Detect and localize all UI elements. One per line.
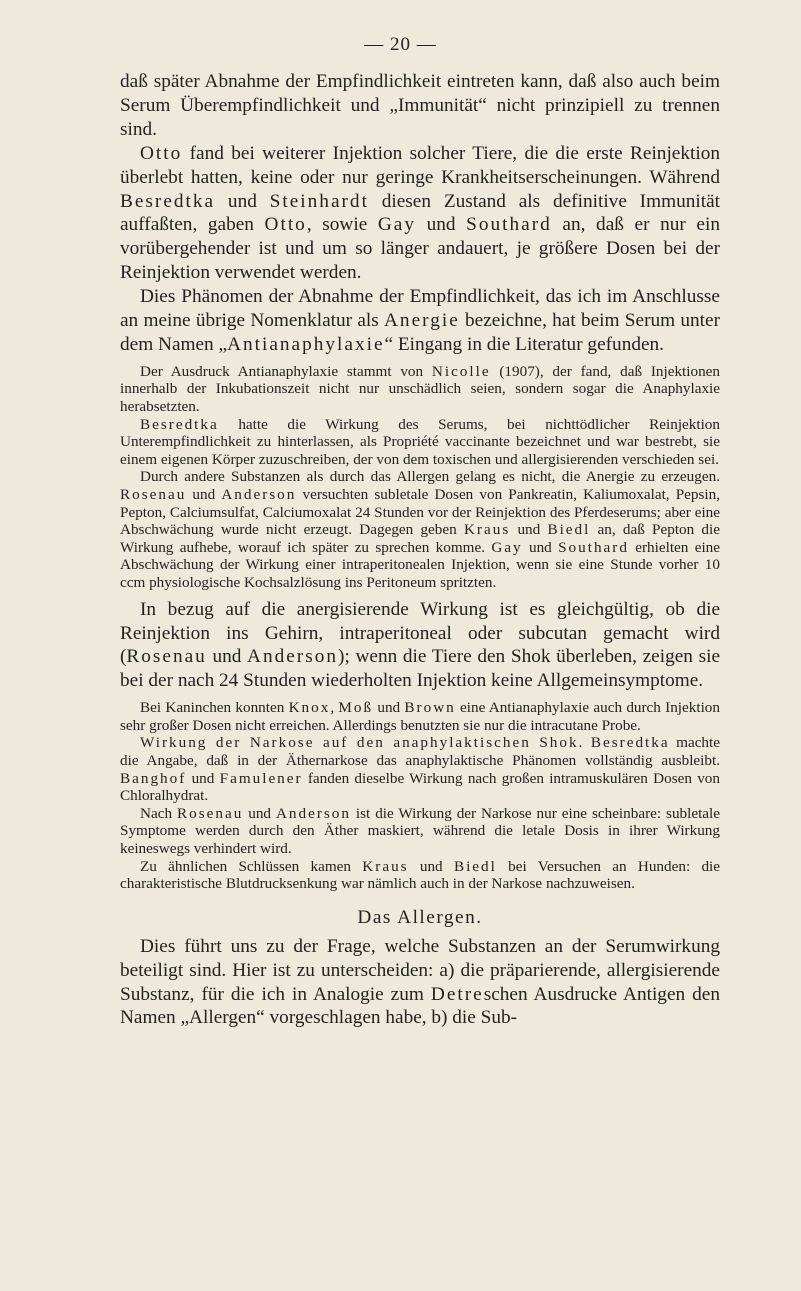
text: Bei Kaninchen konnten: [140, 699, 289, 717]
author-name: Rosenau: [120, 486, 187, 504]
text: Durch andere Substanzen als durch das Allergen gelang es nicht, die Anergie zu erzeugen.: [140, 468, 720, 486]
author-name: Rosenau: [176, 804, 244, 822]
term: Anergie: [384, 310, 460, 332]
text: “ Eingang in die Literatur gefunden.: [384, 333, 664, 355]
text: fanden dieselbe Wirkung nach großen intramuskulären Dosen von Chloralhydrat.: [120, 769, 720, 805]
small-paragraph: [120, 858, 720, 893]
small-paragraph: [120, 416, 720, 469]
paragraph: [120, 70, 720, 142]
term: Antianaphylaxie: [227, 333, 385, 355]
section-heading: Das Allergen.: [357, 906, 483, 928]
text: an, daß Pepton die Wirkung aufhebe, worauf ich später zu sprechen komme.: [120, 521, 720, 556]
author-name: Gay: [377, 214, 416, 236]
author-name: Kraus: [463, 521, 511, 539]
small-paragraph: [120, 699, 720, 734]
text: hatte die Wirkung des Serums, bei nichttödlicher Reinjektion Unterempfindlichkeit zu hinterlassen, als Propriété vaccinante bezeichnet und war bestrebt, sie einem eigenen Körper zuzuschreiben, der von dem toxischen und allergisierenden verschieden sei.: [120, 415, 720, 468]
text: und: [408, 857, 454, 875]
author-name: Biedl: [547, 521, 591, 539]
author-name: Otto: [140, 142, 183, 164]
author-name: Anderson: [275, 804, 351, 822]
text: versuchten subletale Dosen von Pankreatin, Kaliumoxalat, Pepsin, Pepton, Calciumsulfat, Calciumoxalat 24 Stunden vor der Reinjektion des Pferdeserums; aber eine Abschwächung wurde nicht erzeugt. Dagegen geben: [120, 486, 720, 539]
author-name: Southard: [558, 538, 629, 556]
author-name: Rosenau: [126, 646, 207, 668]
subheading: Wirkung der Narkose auf den anaphylaktischen Shok.: [140, 734, 585, 752]
author-name: Otto: [264, 214, 307, 236]
text: und: [522, 538, 559, 556]
text: , sowie: [306, 214, 378, 236]
text: In bezug auf die anergisierende Wirkung ist es gleichgültig, ob die Reinjektion ins Gehirn, intraperitoneal oder subcutan gemacht wird (: [120, 598, 720, 668]
author-name: Brown: [404, 699, 456, 717]
text: bei Versuchen an Hunden: die charakteristische Blutdrucksenkung war nämlich auch in der Narkose nachzuweisen.: [120, 857, 721, 893]
text: und: [373, 699, 405, 717]
text: Zu ähnlichen Schlüssen kamen: [140, 857, 363, 875]
text: (1907), der fand, daß Injektionen innerhalb der Inkubationszeit nicht nur unschädlich seien, sondern sogar die Anaphylaxie herabsetzten.: [120, 362, 720, 416]
paragraph: [120, 935, 720, 1031]
small-paragraph: [120, 468, 720, 591]
text: ist die Wirkung der Narkose nur eine scheinbare: subletale Symptome werden durch den Äther maskiert, während die letale Dosis in ihrer Wirkung keineswegs verhindert wird.: [120, 804, 721, 857]
text: fand bei weiterer Injektion solcher Tiere, die die erste Reinjektion überlebt hatten, keine oder nur geringe Krankheitserscheinungen. Während: [120, 142, 720, 188]
text: Dies führt uns zu der Frage, welche Substanzen an der Serumwirkung beteiligt sind. Hier ist zu unterscheiden: a) die präparierende, allergisierende Substanz, für die ich in Analogie zum: [120, 935, 720, 1005]
author-name: Nicolle: [431, 362, 491, 380]
text: erhielten eine Abschwächung der Wirkung einer intraperitonealen Injektion, wenn sie eine Stunde vorher 10 ccm physiologische Kochsalzlösung ins Peritoneum spritzten.: [120, 538, 721, 591]
text: machte die Angabe, daß in der Äthernarkose das anaphylaktische Phänomen vollständig ausbleibt.: [120, 734, 720, 769]
author-name: Moß: [338, 699, 374, 717]
text: und: [186, 486, 222, 504]
author-name: Gay: [491, 538, 523, 556]
text: an, daß er nur ein vorübergehender ist und um so länger andauert, je größere Dosen bei der Reinjektion verwendet werden.: [120, 214, 720, 284]
author-name: Detre: [430, 983, 484, 1005]
text: und: [416, 214, 467, 236]
author-name: Anderson: [221, 486, 297, 504]
author-name: Besredtka: [140, 415, 219, 433]
text: schen Ausdrucke Antigen den Namen „Allergen“ vorgeschlagen habe, b) die Sub-: [120, 983, 720, 1029]
text: bezeichne, hat beim Serum unter dem Namen „: [120, 310, 720, 355]
author-name: Southard: [466, 214, 552, 236]
author-name: Steinhardt: [269, 190, 369, 212]
author-name: Anderson: [247, 646, 339, 668]
text: und: [243, 804, 276, 822]
small-paragraph: [120, 805, 720, 858]
text: und: [186, 769, 220, 787]
author-name: Besredtka: [120, 190, 216, 212]
paragraph: [120, 285, 720, 357]
author-name: Banghof: [120, 769, 187, 787]
paragraph: [120, 598, 720, 694]
text: Nach: [140, 804, 177, 822]
author-name: Famulener: [219, 769, 303, 787]
author-name: Biedl: [453, 857, 497, 875]
text: und: [510, 521, 548, 539]
paragraph: [120, 142, 720, 285]
text: Dies Phänomen der Abnahme der Empfindlichkeit, das ich im Anschlusse an meine übrige Nomenklatur als: [120, 286, 720, 332]
body-text: [120, 70, 720, 1030]
author-name: Knox: [288, 699, 331, 717]
text: daß später Abnahme der Empfindlichkeit eintreten kann, daß also auch beim Serum Überempfindlichkeit und „Immunität“ nicht prinzipiell zu trennen sind.: [120, 71, 720, 140]
text: Der Ausdruck Antianaphylaxie stammt von: [140, 362, 432, 380]
author-name: Kraus: [362, 857, 409, 875]
text: und: [206, 646, 248, 668]
text: eine Antianaphylaxie auch durch Injektion sehr großer Dosen nicht erreichen. Allerdings benutzten sie nur die intracutane Probe.: [120, 699, 720, 734]
text: diesen Zustand als definitive Immunität auffaßten, gaben: [120, 190, 721, 236]
small-paragraph: [120, 734, 720, 804]
text: und: [215, 190, 270, 212]
small-paragraph: [120, 363, 720, 416]
text: ); wenn die Tiere den Shok überleben, zeigen sie bei der nach 24 Stunden wiederholten Injektion keine Allgemeinsymptome.: [120, 646, 720, 692]
page-number: — 20 —: [364, 34, 437, 55]
author-name: Besredtka: [590, 734, 670, 752]
text: ,: [330, 699, 339, 717]
